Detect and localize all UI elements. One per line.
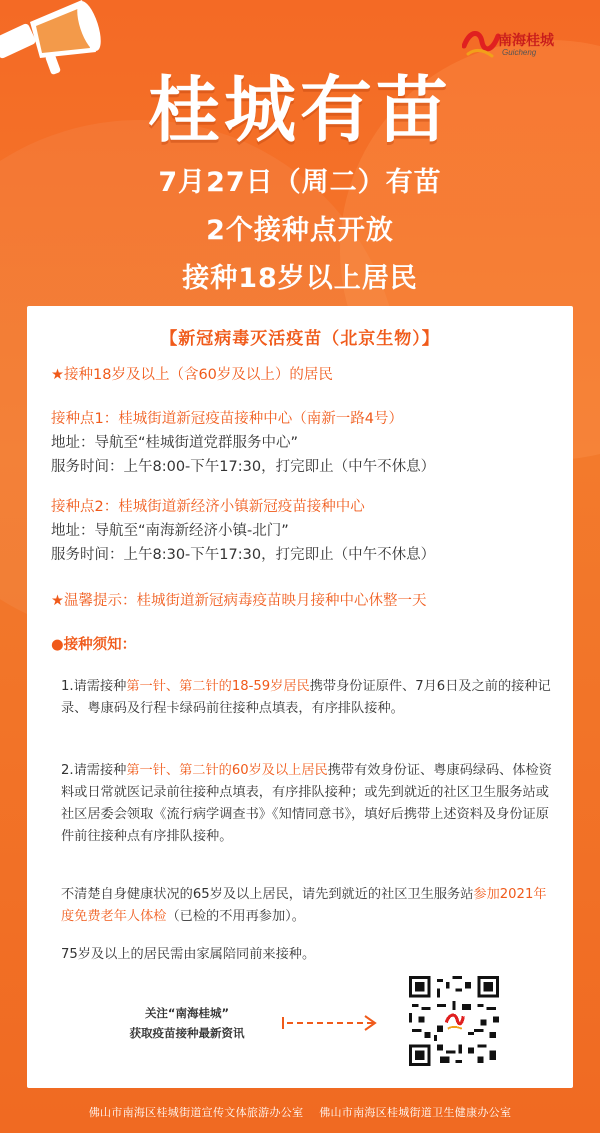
arrow-right-icon [281,1013,381,1033]
site1-hours: 服务时间：上午8:00-下午17:30，打完即止（中午不休息） [51,459,436,475]
site2-address: 地址：导航至“南海新经济小镇-北门” [51,523,289,539]
brand-name: 南海桂城 [498,33,554,49]
info-card [27,306,573,1088]
qr-code-icon [409,976,499,1066]
notice-item-3: 不清楚自身健康状况的65岁及以上居民，请先到就近的社区卫生服务站参加2021年度免费老年人体检（已检的不用再参加）。 [61,887,547,924]
sites-headline: 2个接种点开放 [206,215,394,246]
notice-item-4: 75岁及以上的居民需由家属陪同前来接种。 [61,947,316,962]
follow-prompt: 关注“南海桂城” 获取疫苗接种最新资讯 [129,1006,245,1040]
footer-org-1: 佛山市南海区桂城街道宣传文体旅游办公室 [88,1106,304,1119]
date-headline: 7月27日（周二）有苗 [158,167,442,198]
footer [0,1104,600,1120]
eligibility-headline: 接种18岁以上居民 [182,263,418,294]
site2-hours: 服务时间：上午8:30-下午17:30，打完即止（中午不休息） [51,547,436,563]
site2-name: 接种点2：桂城街道新经济小镇新冠疫苗接种中心 [51,499,365,515]
notice-title: ●接种须知： [51,637,137,653]
brand-subtitle: Guicheng [502,48,537,57]
site1-name: 接种点1：桂城街道新冠疫苗接种中心（南新一路4号） [51,411,403,427]
site1-address: 地址：导航至“桂城街道党群服务中心” [51,435,299,451]
notice-item-2: 2.请需接种第一针、第二针的60岁及以上居民携带有效身份证、粤康码绿码、体检资料或日常就医记录前往接种点填表，有序排队接种；或先到就近的社区卫生服务站或社区居委会领取《流行病学调查书》《知情同意书》，填好后携带上述资料及身份证原件前往接种点有序排队接种。 [61,763,552,844]
page-title: 桂城有苗 [147,68,452,152]
eligibility-line: ★接种18岁及以上（含60岁及以上）的居民 [51,367,333,383]
warm-tip: ★温馨提示：桂城街道新冠病毒疫苗映月接种中心休整一天 [51,593,427,609]
notice-item-1: 1.请需接种第一针、第二针的18-59岁居民携带身份证原件、7月6日及之前的接种记录、粤康码及行程卡绿码前往接种点填表，有序排队接种。 [61,679,551,716]
vaccine-heading: 【新冠病毒灭活疫苗（北京生物）】 [160,329,440,349]
footer-org-2: 佛山市南海区桂城街道卫生健康办公室 [319,1106,512,1119]
